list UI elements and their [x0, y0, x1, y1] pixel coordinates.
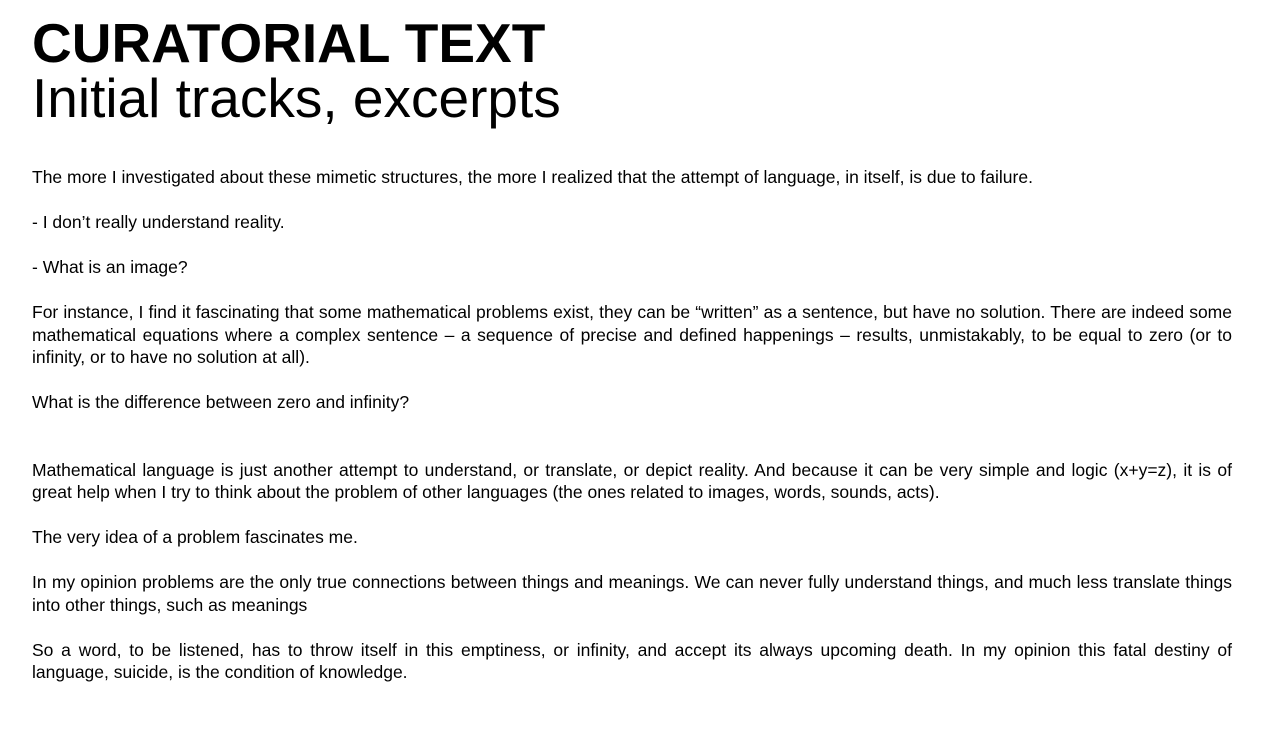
- page-title: CURATORIAL TEXT: [32, 12, 546, 74]
- paragraph-reality: - I don’t really understand reality.: [32, 212, 285, 232]
- page-subtitle: Initial tracks, excerpts: [32, 67, 561, 129]
- paragraph-intro: The more I investigated about these mimetic structures, the more I realized that the attempt of language, in itself, is due to failure.: [32, 167, 1033, 187]
- paragraph-mathematical-problems: For instance, I find it fascinating that some mathematical problems exist, they can be “written” as a sentence, but have no solution. There are indeed some mathematical equations where a complex sentence – a sequence of precise and defined happenings – results, unmistakably, to be equal to zero (or to infinity, or to have no solution at all).: [32, 302, 1232, 367]
- curatorial-text-body: [32, 166, 1232, 684]
- paragraph-image-question: - What is an image?: [32, 257, 188, 277]
- paragraph-connections: In my opinion problems are the only true connections between things and meanings. We can never fully understand things, and much less translate things into other things, such as meanings: [32, 572, 1232, 615]
- paragraph-mathematical-language: Mathematical language is just another attempt to understand, or translate, or depict reality. And because it can be very simple and logic (x+y=z), it is of great help when I try to think about the problem of other languages (the ones related to images, words, sounds, acts).: [32, 459, 1232, 502]
- paragraph-zero-infinity: What is the difference between zero and infinity?: [32, 392, 410, 412]
- paragraph-word-death: So a word, to be listened, has to throw itself in this emptiness, or infinity, and accept its always upcoming death. In my opinion this fatal destiny of language, suicide, is the condition of knowledge.: [32, 639, 1232, 682]
- paragraph-problem-idea: The very idea of a problem fascinates me.: [32, 527, 358, 547]
